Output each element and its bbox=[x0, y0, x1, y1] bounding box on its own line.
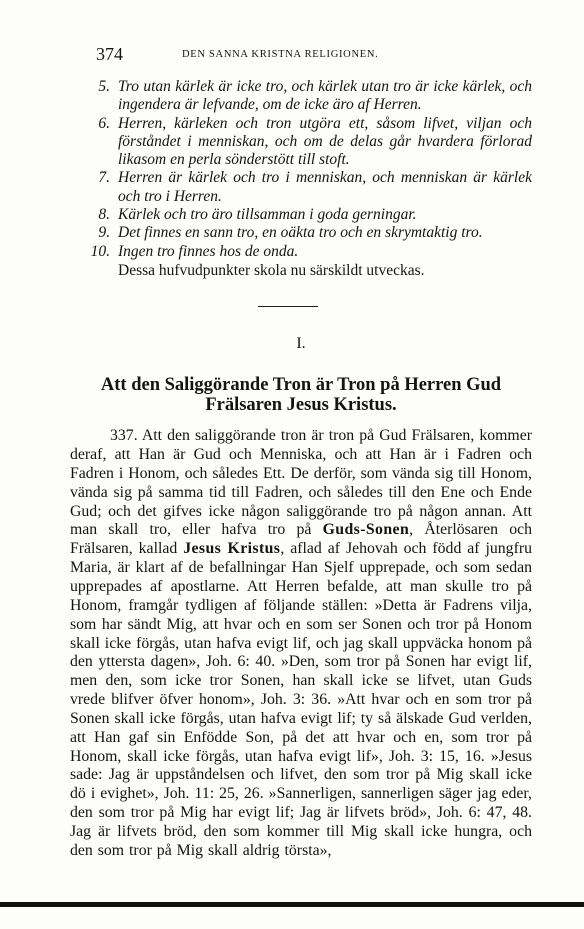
thesis-number: 7. bbox=[98, 169, 110, 187]
thesis-text: Herren är kärlek och tro i menniskan, och menniskan är kärlek och tro i Herren. bbox=[118, 169, 532, 205]
section-title-line: Att den Saliggörande Tron är Tron på Herren Gud bbox=[100, 375, 502, 396]
thesis-text: Det finnes en sann tro, en oäkta tro och en skrymtaktig tro. bbox=[118, 224, 483, 242]
thesis-text: Herren, kärleken och tron utgöra ett, såsom lifvet, viljan och förståndet i menniskan, och om de delas går hvardera förlorad likasom en perla sönderstött till stoft. bbox=[118, 114, 532, 169]
section-title-line: Frälsaren Jesus Kristus. bbox=[205, 395, 397, 416]
thesis-text: Tro utan kärlek är icke tro, och kärlek utan tro är icke kärlek, och ingendera är lefvande, om de icke äro af Herren. bbox=[118, 78, 532, 114]
running-head-title: DEN SANNA KRISTNA RELIGIONEN. bbox=[182, 49, 379, 60]
paragraph-emphasis: Jesus Kristus bbox=[183, 540, 281, 558]
paragraph-number: 337. bbox=[110, 427, 138, 445]
page-bottom-rule bbox=[0, 902, 584, 907]
paragraph-text: Att den saliggörande tron är tron på Gud Frälsaren, kommer deraf, att Han är Gud och Menniska, och att Han är i Fadren och Fadren i Honom, och således Ett. De derför, som vända sig till Honom, vända sig på samma tid till Fadren, och således till den Ene och Ende Gud; och det gifves icke någon saliggörande tro på någon annan. Att man skall tro, eller hafva tro på bbox=[70, 427, 532, 539]
section-divider bbox=[258, 306, 318, 307]
thesis-item bbox=[70, 243, 532, 261]
theses-list bbox=[70, 78, 532, 261]
thesis-text: Kärlek och tro äro tillsamman i goda gerningar. bbox=[118, 206, 417, 224]
paragraph-text: , aflad af Jehovah och född af jungfru Maria, är klart af de befallningar Han Sjelf upprepade, och som sedan upprepades af apostlarne. Att Herren befalde, att man skulle tro på Honom, framgår tydligen af följande ställen: »Detta är Fadrens vilja, som har sändt Mig, att hvar och en som ser Sonen och tror på Honom skall icke förgås, utan hafva evigt lif, och jag skall uppväcka honom på den yttersta dagen», Joh. 6: 40. »Den, som tror på Sonen har evigt lif, men den, som icke tror Sonen, han skall icke se lifvet, utan Guds vrede blifver öfver honom», Joh. 3: 36. »Att hvar och en som tror på Sonen skall icke förgås, utan hafva evigt lif; ty så älskade Gud verlden, att Han gaf sin Enfödde Son, på det att hvar och en, som tror på Honom, skall icke förgås, utan hafva evigt lif», Joh. 3: 15, 16. »Jesus sade: Jag är uppståndelsen och lifvet, den som tror på Mig skall icke dö i evighet», Joh. 11: 25, 26. »Sannerligen, sannerligen säger jag eder, den som tror på Mig har evigt lif; Jag är lifvets bröd», Joh. 6: 47, 48. Jag är lifvets bröd, den som kommer till Mig skall icke hungra, och den som tror på Mig skall aldrig törsta», bbox=[70, 540, 532, 859]
running-head bbox=[70, 44, 532, 66]
section-title bbox=[70, 375, 532, 415]
thesis-number: 9. bbox=[98, 224, 110, 242]
thesis-item bbox=[70, 115, 532, 170]
thesis-item bbox=[70, 169, 532, 206]
paragraph-emphasis: Guds-Sonen bbox=[322, 521, 410, 539]
book-page bbox=[70, 44, 532, 876]
thesis-number: 8. bbox=[98, 206, 110, 224]
thesis-text: Ingen tro finnes hos de onda. bbox=[118, 242, 299, 260]
page-number: 374 bbox=[96, 44, 123, 64]
thesis-number: 6. bbox=[98, 114, 110, 132]
paragraph-text: , Återlösaren och Frälsaren, kallad bbox=[70, 521, 533, 558]
closing-line: Dessa hufvudpunkter skola nu särskildt utveckas. bbox=[118, 261, 425, 279]
body-paragraph bbox=[70, 427, 532, 860]
section-numeral: I. bbox=[296, 335, 306, 353]
thesis-number: 5. bbox=[98, 78, 110, 95]
thesis-item bbox=[70, 206, 532, 224]
thesis-number: 10. bbox=[90, 242, 110, 260]
thesis-item bbox=[70, 78, 532, 115]
thesis-item bbox=[70, 224, 532, 242]
